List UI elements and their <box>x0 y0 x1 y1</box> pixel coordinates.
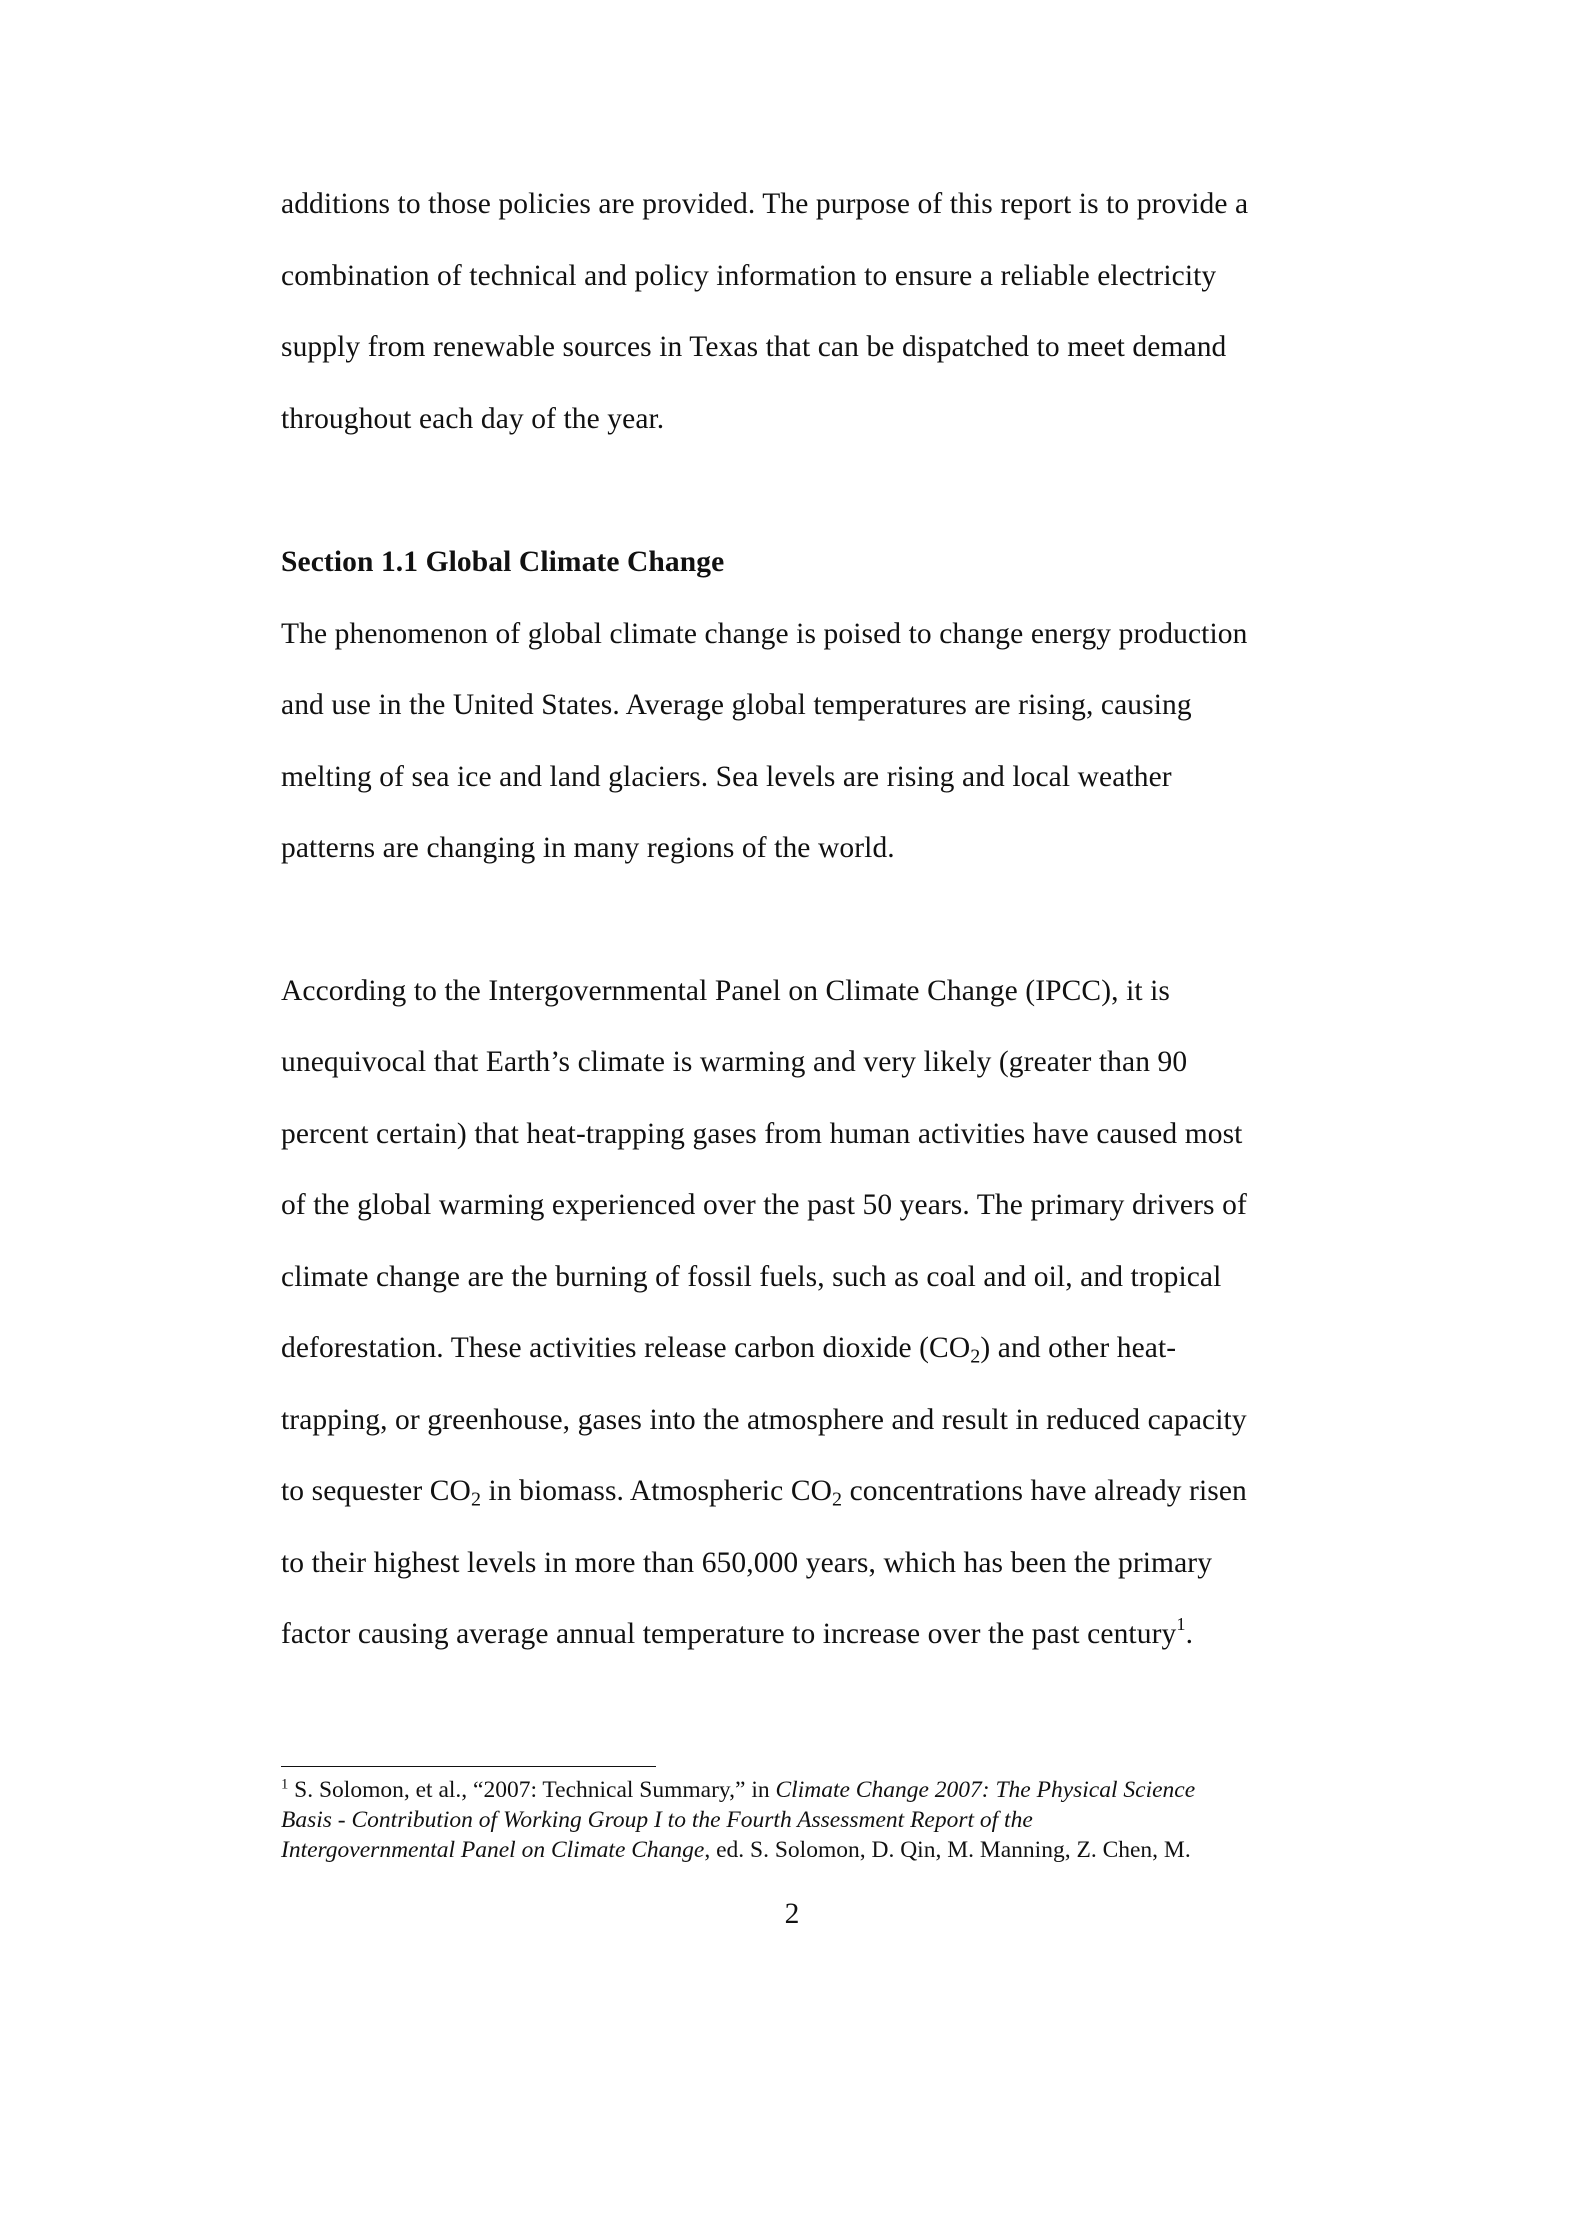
footnote-mark: 1 <box>281 1776 289 1793</box>
subscript: 2 <box>832 1488 843 1511</box>
subscript: 2 <box>970 1345 981 1368</box>
paragraph-line: melting of sea ice and land glaciers. Sea levels are rising and local weather <box>281 761 1172 793</box>
footnote-separator <box>281 1766 656 1767</box>
intro-line: throughout each day of the year. <box>281 403 665 435</box>
text-segment: factor causing average annual temperature to increase over the past century <box>281 1618 1177 1650</box>
paragraph-line: patterns are changing in many regions of the world. <box>281 832 895 864</box>
footnote-reference[interactable]: 1 <box>1176 1614 1186 1635</box>
paragraph-line: trapping, or greenhouse, gases into the atmosphere and result in reduced capacity <box>281 1404 1247 1436</box>
paragraph-line: to their highest levels in more than 650,000 years, which has been the primary <box>281 1547 1213 1579</box>
text-segment: to sequester CO <box>281 1475 471 1507</box>
intro-line: additions to those policies are provided. The purpose of this report is to provide a <box>281 188 1249 220</box>
page-number: 2 <box>784 1898 800 1930</box>
paragraph-line: climate change are the burning of fossil fuels, such as coal and oil, and tropical <box>281 1261 1222 1293</box>
footnote-line <box>281 1835 1191 1865</box>
footnote-line <box>281 1805 1033 1835</box>
intro-line: supply from renewable sources in Texas that can be dispatched to meet demand <box>281 331 1227 363</box>
text-segment: in biomass. Atmospheric CO <box>481 1475 833 1507</box>
paragraph-line: The phenomenon of global climate change is poised to change energy production <box>281 618 1248 650</box>
footnote-line <box>281 1775 1195 1805</box>
paragraph-line <box>281 1616 1193 1652</box>
text-segment: concentrations have already risen <box>842 1475 1247 1507</box>
text-segment: S. Solomon, et al., “2007: Technical Summary,” in <box>288 1777 776 1803</box>
text-segment: Climate Change 2007: The Physical Science <box>775 1777 1196 1803</box>
text-segment: deforestation. These activities release carbon dioxide (CO <box>281 1332 971 1364</box>
subscript: 2 <box>470 1488 482 1511</box>
section-heading: Section 1.1 Global Climate Change <box>281 546 725 578</box>
intro-line: combination of technical and policy information to ensure a reliable electricity <box>281 260 1217 292</box>
paragraph-line: of the global warming experienced over the past 50 years. The primary drivers of <box>281 1189 1247 1221</box>
paragraph-line: percent certain) that heat-trapping gases from human activities have caused most <box>281 1118 1243 1150</box>
paragraph-line <box>281 1330 1176 1366</box>
text-segment: ) and other heat- <box>980 1332 1177 1364</box>
paragraph-line: According to the Intergovernmental Panel on Climate Change (IPCC), it is <box>281 975 1171 1007</box>
text-segment: Basis - Contribution of Working Group I to the Fourth Assessment Report of the <box>281 1807 1033 1833</box>
paragraph-line: unequivocal that Earth’s climate is warming and very likely (greater than 90 <box>281 1046 1188 1078</box>
paragraph-line <box>281 1473 1247 1509</box>
text-segment: . <box>1185 1618 1194 1650</box>
paragraph-line: and use in the United States. Average global temperatures are rising, causing <box>281 689 1192 721</box>
text-segment: Intergovernmental Panel on Climate Change <box>281 1837 705 1863</box>
text-segment: , ed. S. Solomon, D. Qin, M. Manning, Z. Chen, M. <box>704 1837 1191 1863</box>
